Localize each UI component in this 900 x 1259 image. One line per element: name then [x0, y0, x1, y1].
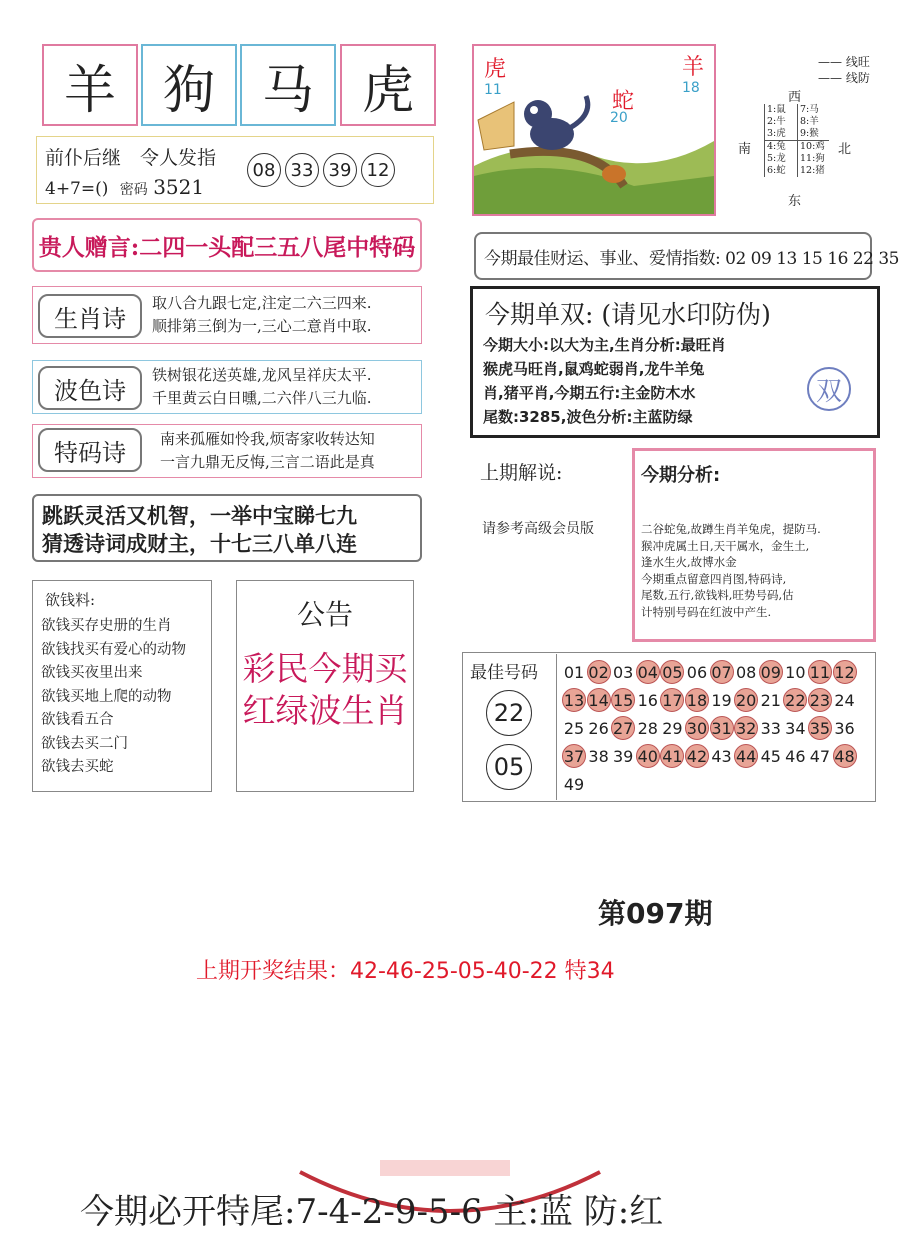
- number-cell: 33: [760, 718, 781, 738]
- analysis-line: 猴冲虎属土日,天干属水，金生土,: [641, 538, 810, 553]
- riddle-code-label: 密码: [119, 182, 148, 198]
- noble-gift-banner: [32, 218, 422, 272]
- highlighted-number: 41: [660, 744, 684, 768]
- number-cell: 03: [613, 662, 634, 682]
- number-cell: 46: [785, 746, 806, 766]
- number-cell: 34: [785, 718, 806, 738]
- zodiac-char: 虎: [361, 60, 414, 121]
- line-legend: [818, 54, 870, 86]
- highlighted-number: 48: [833, 744, 857, 768]
- highlighted-number: 15: [611, 688, 635, 712]
- highlighted-number: 30: [685, 716, 709, 740]
- zodiac-box-4: [340, 44, 436, 126]
- poem-label-special: 特码诗: [38, 428, 142, 472]
- zodiac-char: 马: [261, 60, 314, 121]
- poem-line: 铁树银花送英雄,龙风呈祥庆太平.: [152, 366, 372, 384]
- compass-row: 6:蛇 12:猪: [767, 165, 825, 176]
- list-item: 欲钱找买有爱心的动物: [41, 641, 186, 658]
- last-period-title: 上期解说:: [480, 462, 563, 484]
- best-pick-ball: 05: [486, 744, 532, 790]
- number-cell: 45: [760, 746, 781, 766]
- compass-row: 1:鼠 7:马: [767, 104, 819, 115]
- number-cell: 08: [735, 662, 757, 682]
- analysis-line: 计特别号码在红波中产生.: [641, 604, 772, 619]
- snake-label: 蛇: [612, 89, 635, 114]
- zodiac-box-2: [141, 44, 237, 126]
- legend-item: —— 线旺: [818, 55, 870, 69]
- direction-compass: [738, 86, 858, 210]
- analysis-line: 今期大小:以大为主,生肖分析:最旺肖: [483, 336, 726, 354]
- notice-line: 红绿波生肖: [242, 691, 408, 730]
- riddle-panel: [36, 136, 434, 204]
- notice-panel: [236, 580, 414, 792]
- snake-number: 20: [610, 110, 628, 126]
- number-row: [562, 772, 587, 796]
- notice-title: 公告: [296, 598, 353, 631]
- number-ball: 33: [285, 153, 319, 187]
- highlighted-number: 35: [808, 716, 832, 740]
- highlighted-number: 23: [808, 688, 832, 712]
- number-row: [562, 660, 857, 684]
- highlighted-number: 18: [685, 688, 709, 712]
- highlighted-number: 04: [636, 660, 660, 684]
- money-riddle-title: 欲钱料:: [45, 591, 96, 609]
- number-row: [562, 744, 857, 768]
- compass-grid: [764, 104, 829, 177]
- highlighted-number: 09: [759, 660, 783, 684]
- highlighted-number: 14: [587, 688, 611, 712]
- poem-label-zodiac: 生肖诗: [38, 294, 142, 338]
- number-cell: 10: [785, 662, 806, 682]
- poem-lines-special: [160, 428, 375, 474]
- poem-label-wave: 波色诗: [38, 366, 142, 410]
- poem-line: 千里黄云白日曛,二六伴八三九临.: [152, 389, 372, 407]
- list-item: 欲钱看五合: [41, 712, 114, 728]
- highlighted-number: 42: [685, 744, 709, 768]
- analysis-line: 猴虎马旺肖,鼠鸡蛇弱肖,龙牛羊兔: [483, 360, 705, 378]
- compass-south: 南: [738, 142, 752, 157]
- number-cell: 38: [588, 746, 609, 766]
- best-pick-ball: 22: [486, 690, 532, 736]
- riddle-balls: [247, 153, 395, 187]
- number-cell: 21: [760, 690, 781, 710]
- divider: [556, 654, 557, 800]
- verse-line: 猜透诗词成财主，十七三八单八连: [42, 532, 357, 556]
- highlighted-number: 17: [660, 688, 684, 712]
- compass-row: 4:兔 10:鸡: [767, 141, 825, 152]
- highlighted-number: 05: [660, 660, 684, 684]
- odd-even-panel: [470, 286, 880, 438]
- highlighted-number: 22: [783, 688, 807, 712]
- highlighted-number: 31: [710, 716, 734, 740]
- compass-west: 西: [788, 90, 802, 105]
- compass-north: 北: [838, 142, 852, 157]
- number-cell: 19: [711, 690, 732, 710]
- list-item: 欲钱买夜里出来: [41, 665, 143, 681]
- zodiac-char: 狗: [162, 60, 215, 121]
- highlighted-number: 32: [734, 716, 758, 740]
- analysis-line: 今期重点留意四肖图,特码诗,: [641, 571, 787, 586]
- zodiac-box-1: [42, 44, 138, 126]
- last-result: 上期开奖结果：42-46-25-05-40-22 特34: [196, 959, 615, 984]
- highlighted-number: 12: [833, 660, 857, 684]
- verse-panel: [32, 494, 422, 562]
- analysis-lines: [641, 521, 821, 620]
- number-row: [562, 688, 857, 712]
- number-cell: 39: [613, 746, 634, 766]
- riddle-line2: [45, 175, 204, 199]
- highlighted-number: 27: [611, 716, 635, 740]
- analysis-title: 今期分析:: [641, 465, 721, 486]
- number-cell: 25: [563, 718, 585, 738]
- list-item: 欲钱买存史册的生肖: [41, 618, 172, 634]
- number-ball: 39: [323, 153, 357, 187]
- number-ball: 08: [247, 153, 281, 187]
- number-cell: 01: [563, 662, 585, 682]
- number-cell: 06: [686, 662, 708, 682]
- number-cell: 29: [662, 718, 683, 738]
- number-cell: 36: [834, 718, 855, 738]
- legend-item: —— 线防: [818, 71, 870, 85]
- number-ball: 12: [361, 153, 395, 187]
- goat-label: 羊: [682, 55, 705, 80]
- best-numbers-label: 最佳号码: [470, 663, 538, 683]
- number-cell: 43: [711, 746, 732, 766]
- bottom-special-tail: 今期必开特尾:7-4-2-9-5-6 主:蓝 防:红: [80, 1192, 664, 1232]
- analysis-line: 二谷蛇兔,故蹲生肖羊兔虎，提防马.: [641, 522, 821, 536]
- noble-gift-text: 贵人赠言:二四一头配三五八尾中特码: [38, 233, 416, 261]
- poem-lines-wave: [152, 364, 372, 410]
- poem-lines-zodiac: [152, 292, 372, 338]
- fortune-panel: [474, 232, 899, 280]
- money-riddle-list: [41, 615, 186, 780]
- list-item: 欲钱去买二门: [41, 735, 128, 752]
- analysis-line: 肖,猪平肖,今期五行:主金防木水: [483, 384, 696, 402]
- last-period-body: 请参考高级会员版: [482, 521, 594, 537]
- poem-line: 顺排第三倒为一,三心二意肖中取.: [152, 317, 372, 335]
- compass-row: 5:龙 11:狗: [767, 153, 825, 164]
- compass-row: 3:虎 9:猴: [765, 128, 829, 141]
- compass-east: 东: [788, 194, 802, 209]
- list-item: 欲钱去买蛇: [41, 759, 114, 775]
- riddle-code: 3521: [153, 175, 205, 199]
- highlighted-number: 07: [710, 660, 734, 684]
- highlighted-number: 44: [734, 744, 758, 768]
- issue-number: 第097期: [598, 897, 713, 930]
- number-cell: 24: [834, 690, 855, 710]
- watermark-stamp: 双: [807, 367, 851, 411]
- highlighted-number: 37: [562, 744, 586, 768]
- number-cell: 47: [809, 746, 831, 766]
- highlighted-number: 13: [562, 688, 586, 712]
- analysis-line: 尾数:3285,波色分析:主蓝防绿: [483, 408, 693, 426]
- riddle-line1: 前仆后继 令人发指: [45, 147, 217, 169]
- notice-line: 彩民今期买: [242, 649, 408, 688]
- number-cell: 28: [637, 718, 658, 738]
- compass-row: 2:牛 8:羊: [767, 116, 819, 127]
- zodiac-box-3: [240, 44, 336, 126]
- number-cell: 26: [588, 718, 609, 738]
- riddle-equation: 4+7=(): [45, 179, 109, 199]
- list-item: 欲钱买地上爬的动物: [41, 688, 172, 705]
- number-row: [562, 716, 857, 740]
- poem-line: 取八合九跟七定,注定二六三四来.: [152, 294, 372, 312]
- number-cell: 16: [637, 690, 658, 710]
- odd-even-lines: [483, 333, 726, 429]
- odd-even-title: 今期单双: (请见水印防伪): [485, 300, 771, 329]
- goat-number: 18: [682, 80, 700, 96]
- number-cell: 49: [563, 774, 585, 794]
- tiger-label: 虎: [484, 57, 507, 82]
- poem-line: 一言九鼎无反悔,三言二语此是真: [160, 453, 375, 471]
- cartoon-illustration: [474, 46, 714, 214]
- analysis-panel: [632, 448, 876, 642]
- analysis-line: 尾数,五行,欲钱料,旺势号码,估: [641, 588, 794, 602]
- zodiac-char: 羊: [63, 60, 116, 121]
- zodiac-picture: [472, 44, 716, 216]
- poem-line: 南来孤雁如怜我,烦寄家收转达知: [160, 430, 375, 448]
- highlighted-number: 11: [808, 660, 832, 684]
- tiger-number: 11: [484, 82, 502, 98]
- analysis-line: 逢水生火,故博水金: [641, 555, 737, 569]
- highlighted-number: 02: [587, 660, 611, 684]
- highlighted-number: 20: [734, 688, 758, 712]
- highlighted-number: 40: [636, 744, 660, 768]
- money-riddle-panel: [32, 580, 212, 792]
- fortune-text: 今期最佳财运、事业、爱情指数: 02 09 13 15 16 22 35: [484, 248, 899, 269]
- verse-line: 跳跃灵活又机智，一举中宝睇七九: [42, 504, 357, 528]
